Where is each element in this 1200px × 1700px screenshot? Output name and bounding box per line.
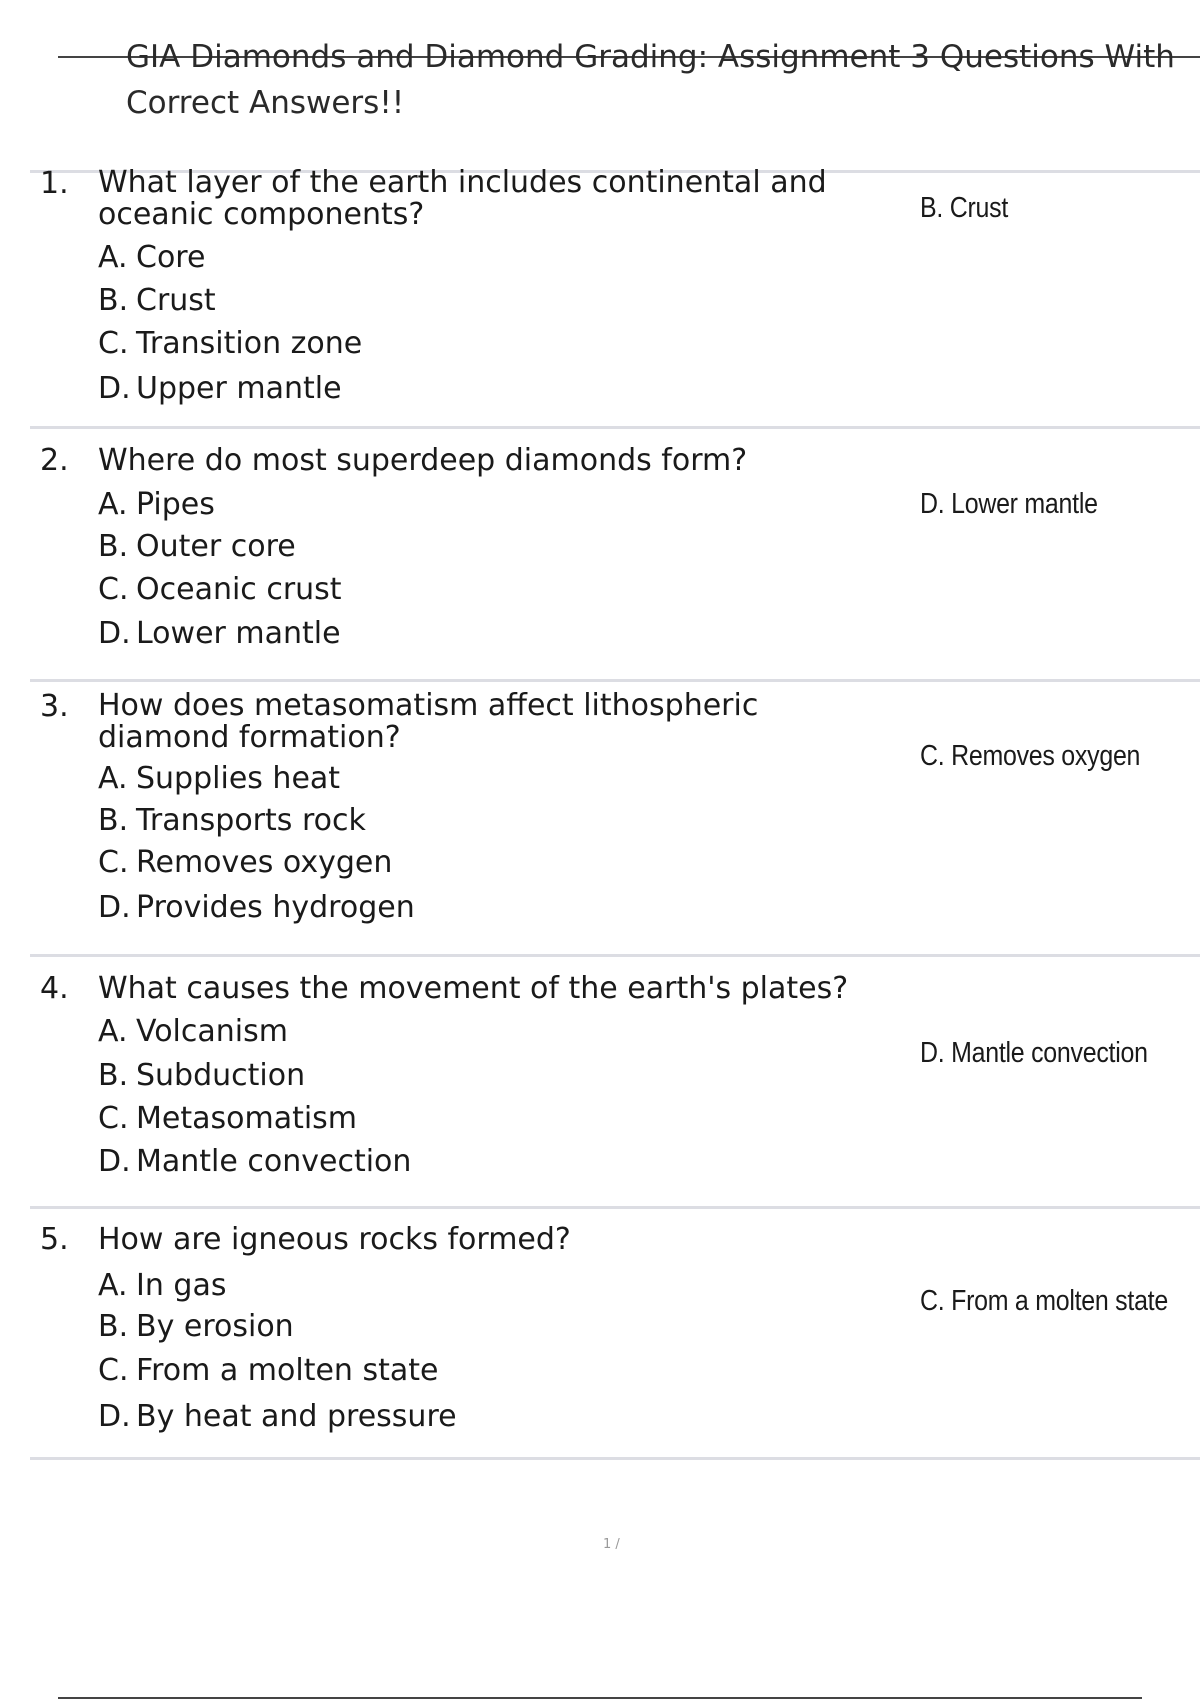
option-a	[98, 1015, 288, 1049]
question-number: 4.	[40, 971, 69, 1006]
option-d	[98, 617, 341, 651]
option-letter: A.	[98, 487, 128, 522]
question-list	[30, 165, 1200, 1460]
correct-answer: D. Mantle convection	[920, 1037, 1148, 1069]
option-text: Lower mantle	[136, 616, 341, 651]
option-b	[98, 804, 366, 838]
option-letter: C.	[98, 326, 129, 361]
option-text: Subduction	[136, 1058, 306, 1093]
option-a	[98, 241, 205, 275]
option-c	[98, 1102, 357, 1136]
question-block-2	[30, 426, 1200, 679]
option-d	[98, 372, 342, 406]
option-c	[98, 573, 342, 607]
option-letter: C.	[98, 1353, 129, 1388]
correct-answer: C. From a molten state	[920, 1285, 1168, 1317]
correct-answer: B. Crust	[920, 192, 1009, 224]
option-text: Transition zone	[136, 326, 363, 361]
option-text: Pipes	[136, 487, 215, 522]
option-text: In gas	[136, 1268, 227, 1303]
footer-rule	[58, 1697, 1142, 1699]
option-letter: D.	[98, 890, 131, 925]
option-a	[98, 1269, 226, 1303]
option-text: Metasomatism	[136, 1101, 358, 1136]
option-text: Provides hydrogen	[136, 890, 415, 925]
option-b	[98, 1310, 294, 1344]
option-b	[98, 284, 216, 318]
option-letter: D.	[98, 371, 131, 406]
option-text: Transports rock	[136, 803, 366, 838]
option-letter: C.	[98, 572, 129, 607]
question-text: What layer of the earth includes continental and oceanic components?	[98, 165, 827, 232]
option-text: From a molten state	[136, 1353, 439, 1388]
question-text: Where do most superdeep diamonds form?	[98, 443, 748, 478]
option-letter: D.	[98, 616, 131, 651]
correct-answer: C. Removes oxygen	[920, 740, 1141, 772]
option-text: Supplies heat	[136, 761, 341, 796]
option-text: Mantle convection	[136, 1144, 412, 1179]
question-text: How are igneous rocks formed?	[98, 1222, 571, 1257]
option-a	[98, 488, 215, 522]
option-c	[98, 327, 362, 361]
option-text: Volcanism	[136, 1014, 288, 1049]
option-d	[98, 891, 415, 925]
option-text: Oceanic crust	[136, 572, 342, 607]
question-number: 3.	[40, 689, 69, 724]
option-a	[98, 762, 340, 796]
option-letter: D.	[98, 1399, 131, 1434]
question-text: What causes the movement of the earth's plates?	[98, 971, 849, 1006]
option-letter: B.	[98, 529, 129, 564]
option-text: Removes oxygen	[136, 845, 393, 880]
option-letter: C.	[98, 845, 129, 880]
option-letter: B.	[98, 1309, 129, 1344]
page-number: 1 /	[603, 1537, 620, 1552]
question-block-5	[30, 1206, 1200, 1460]
option-letter: A.	[98, 1014, 128, 1049]
document-title: GIA Diamonds and Diamond Grading: Assignment 3 Questions With Correct Answers!!	[126, 39, 1175, 121]
option-b	[98, 530, 296, 564]
option-text: Core	[136, 240, 206, 275]
option-d	[98, 1145, 411, 1179]
question-number: 2.	[40, 443, 69, 478]
option-text: Crust	[136, 283, 216, 318]
option-letter: B.	[98, 283, 129, 318]
option-letter: B.	[98, 1058, 129, 1093]
question-block-3	[30, 679, 1200, 954]
option-text: Outer core	[136, 529, 296, 564]
option-b	[98, 1059, 305, 1093]
question-number: 1.	[40, 166, 69, 201]
option-text: By heat and pressure	[136, 1399, 457, 1434]
option-d	[98, 1400, 457, 1434]
option-letter: A.	[98, 240, 128, 275]
question-block-4	[30, 954, 1200, 1206]
question-number: 5.	[40, 1222, 69, 1257]
option-letter: A.	[98, 761, 128, 796]
option-c	[98, 1354, 438, 1388]
correct-answer: D. Lower mantle	[920, 488, 1098, 520]
question-block-1	[30, 165, 1200, 426]
option-text: By erosion	[136, 1309, 294, 1344]
option-letter: A.	[98, 1268, 128, 1303]
option-text: Upper mantle	[136, 371, 342, 406]
option-letter: C.	[98, 1101, 129, 1136]
option-letter: B.	[98, 803, 129, 838]
option-c	[98, 846, 392, 880]
question-text: How does metasomatism affect lithospheric diamond formation?	[98, 688, 759, 755]
option-letter: D.	[98, 1144, 131, 1179]
